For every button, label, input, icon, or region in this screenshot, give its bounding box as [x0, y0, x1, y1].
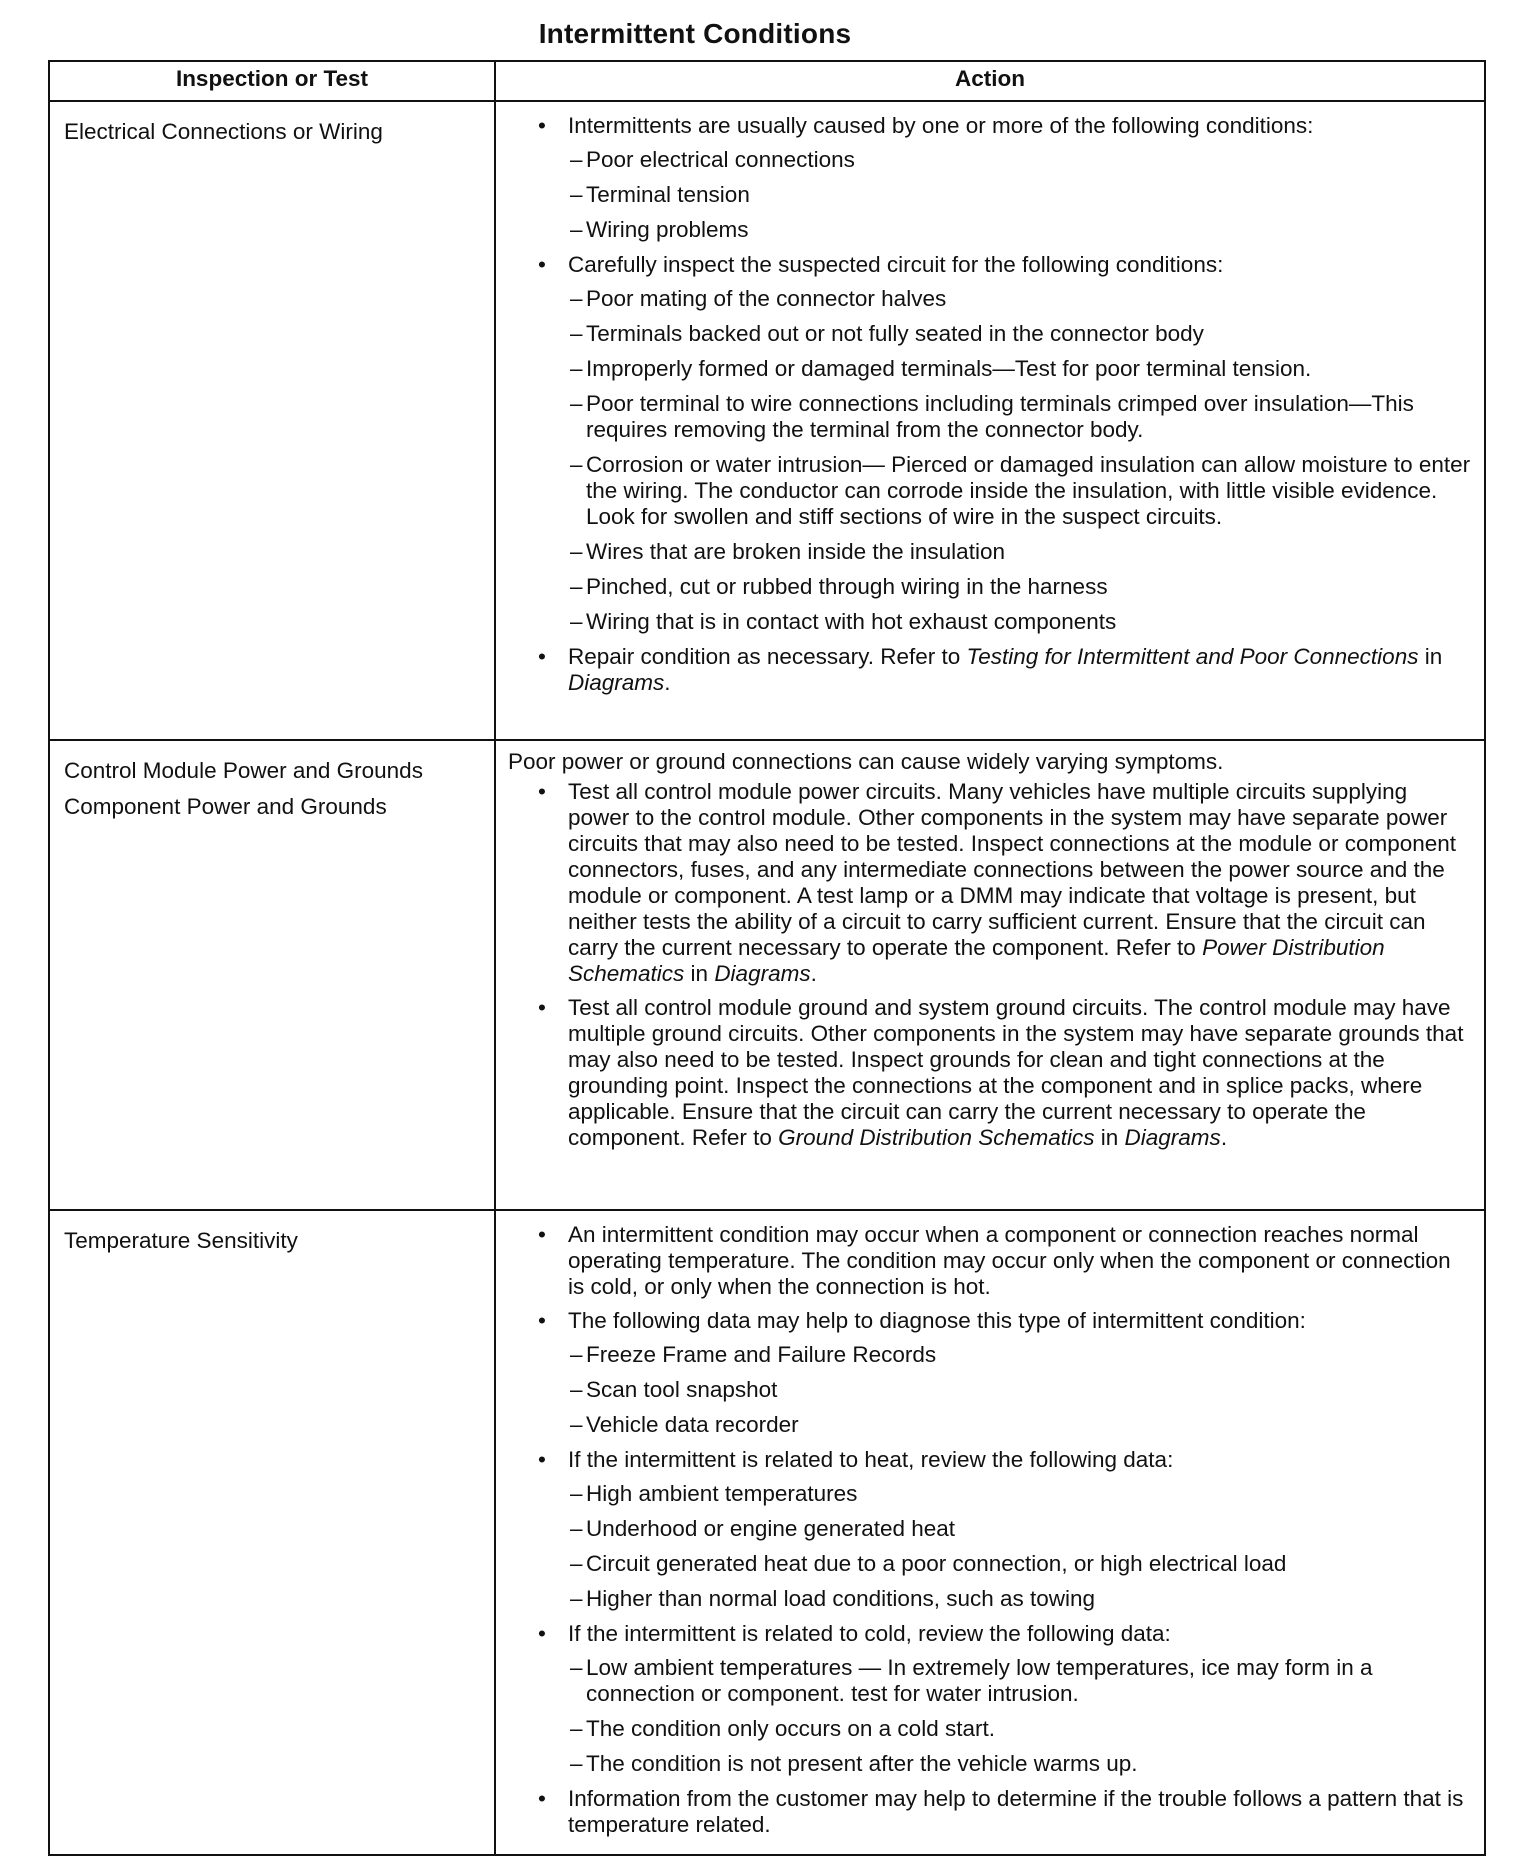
inspection-cell — [49, 740, 495, 1210]
action-cell — [495, 1210, 1485, 1855]
action-sub-item: – High ambient temperatures — [570, 1481, 858, 1506]
inspection-label: Component Power and Grounds — [64, 794, 387, 819]
action-bullet: • Carefully inspect the suspected circuit for the following conditions: — [538, 252, 1472, 278]
header-row — [49, 61, 1485, 101]
action-bullet: • Test all control module power circuits. Many vehicles have multiple circuits supplying power to the control module. Other components in the system may have separate power circuits that may also need to be tested. Inspect connections at the module or component connectors, fuses, and any intermediate connections between the power source and the module or component. A test lamp or a DMM may indicate that voltage is present, but neither tests the ability of a circuit to carry sufficient current. Ensure that the circuit can carry the current necessary to operate the component. Refer to Power Distribution Schematics in Diagrams. — [538, 779, 1472, 987]
action-sub-item: – Higher than normal load conditions, such as towing — [570, 1586, 1096, 1611]
action-bullet: • If the intermittent is related to cold, review the following data: — [538, 1621, 1472, 1647]
column-header-inspection: Inspection or Test — [49, 61, 495, 101]
action-sub-item: – Pinched, cut or rubbed through wiring in the harness — [570, 574, 1108, 599]
action-sub-item: – Freeze Frame and Failure Records — [570, 1342, 937, 1367]
action-bullet: • An intermittent condition may occur when a component or connection reaches normal operating temperature. The condition may occur only when the component or connection is cold, or only when the connection is hot. — [538, 1222, 1472, 1300]
action-sub-item: – The condition only occurs on a cold start. — [570, 1716, 995, 1741]
action-sub-item: – The condition is not present after the vehicle warms up. — [570, 1751, 1138, 1776]
action-sub-item: – Terminals backed out or not fully seated in the connector body — [570, 321, 1204, 346]
action-sub-item: – Poor terminal to wire connections including terminals crimped over insulation—This requires removing the terminal from the connector body. — [570, 391, 1414, 442]
inspection-label: Temperature Sensitivity — [64, 1228, 298, 1253]
action-sub-item: – Corrosion or water intrusion— Pierced or damaged insulation can allow moisture to enter the wiring. The conductor can corrode inside the insulation, with little visible evidence. Look for swollen and stiff sections of wire in the suspect circuits. — [570, 452, 1471, 529]
action-bullet: • Information from the customer may help to determine if the trouble follows a pattern that is temperature related. — [538, 1786, 1472, 1838]
action-sub-item: – Low ambient temperatures — In extremely low temperatures, ice may form in a connection or component. test for water intrusion. — [570, 1655, 1373, 1706]
action-sub-item: – Wiring that is in contact with hot exhaust components — [570, 609, 1117, 634]
inspection-cell — [49, 101, 495, 740]
table-row — [49, 1210, 1485, 1855]
page-title: Intermittent Conditions — [538, 18, 852, 49]
action-sub-item: – Vehicle data recorder — [570, 1412, 799, 1437]
action-sub-item: – Wiring problems — [570, 217, 749, 242]
action-intro: Poor power or ground connections can cause widely varying symptoms. — [508, 749, 1224, 774]
action-sub-item: – Terminal tension — [570, 182, 750, 207]
action-cell — [495, 740, 1485, 1210]
action-sub-item: – Poor electrical connections — [570, 147, 855, 172]
action-bullet: • Intermittents are usually caused by one or more of the following conditions: — [538, 113, 1472, 139]
action-bullet: • Repair condition as necessary. Refer to Testing for Intermittent and Poor Connections in Diagrams. — [538, 644, 1472, 696]
inspection-cell — [49, 1210, 495, 1855]
action-sub-item: – Poor mating of the connector halves — [570, 286, 947, 311]
action-sub-item: – Improperly formed or damaged terminals—Test for poor terminal tension. — [570, 356, 1312, 381]
action-bullet: • Test all control module ground and system ground circuits. The control module may have multiple ground circuits. Other components in the system may have separate grounds that may also need to be tested. Inspect grounds for clean and tight connections at the grounding point. Inspect the connections at the component and in splice packs, where applicable. Ensure that the circuit can carry the current necessary to operate the component. Refer to Ground Distribution Schematics in Diagrams. — [538, 995, 1472, 1151]
action-sub-item: – Wires that are broken inside the insulation — [570, 539, 1005, 564]
inspection-label: Control Module Power and Grounds — [64, 758, 423, 783]
action-sub-item: – Circuit generated heat due to a poor connection, or high electrical load — [570, 1551, 1287, 1576]
action-bullet: • The following data may help to diagnose this type of intermittent condition: — [538, 1308, 1472, 1334]
action-sub-item: – Underhood or engine generated heat — [570, 1516, 956, 1541]
conditions-table — [48, 60, 1486, 1856]
action-sub-item: – Scan tool snapshot — [570, 1377, 778, 1402]
table-row — [49, 101, 1485, 740]
action-bullet: • If the intermittent is related to heat, review the following data: — [538, 1447, 1472, 1473]
table-row — [49, 740, 1485, 1210]
inspection-label: Electrical Connections or Wiring — [64, 119, 383, 144]
column-header-action: Action — [495, 61, 1485, 101]
action-cell — [495, 101, 1485, 740]
